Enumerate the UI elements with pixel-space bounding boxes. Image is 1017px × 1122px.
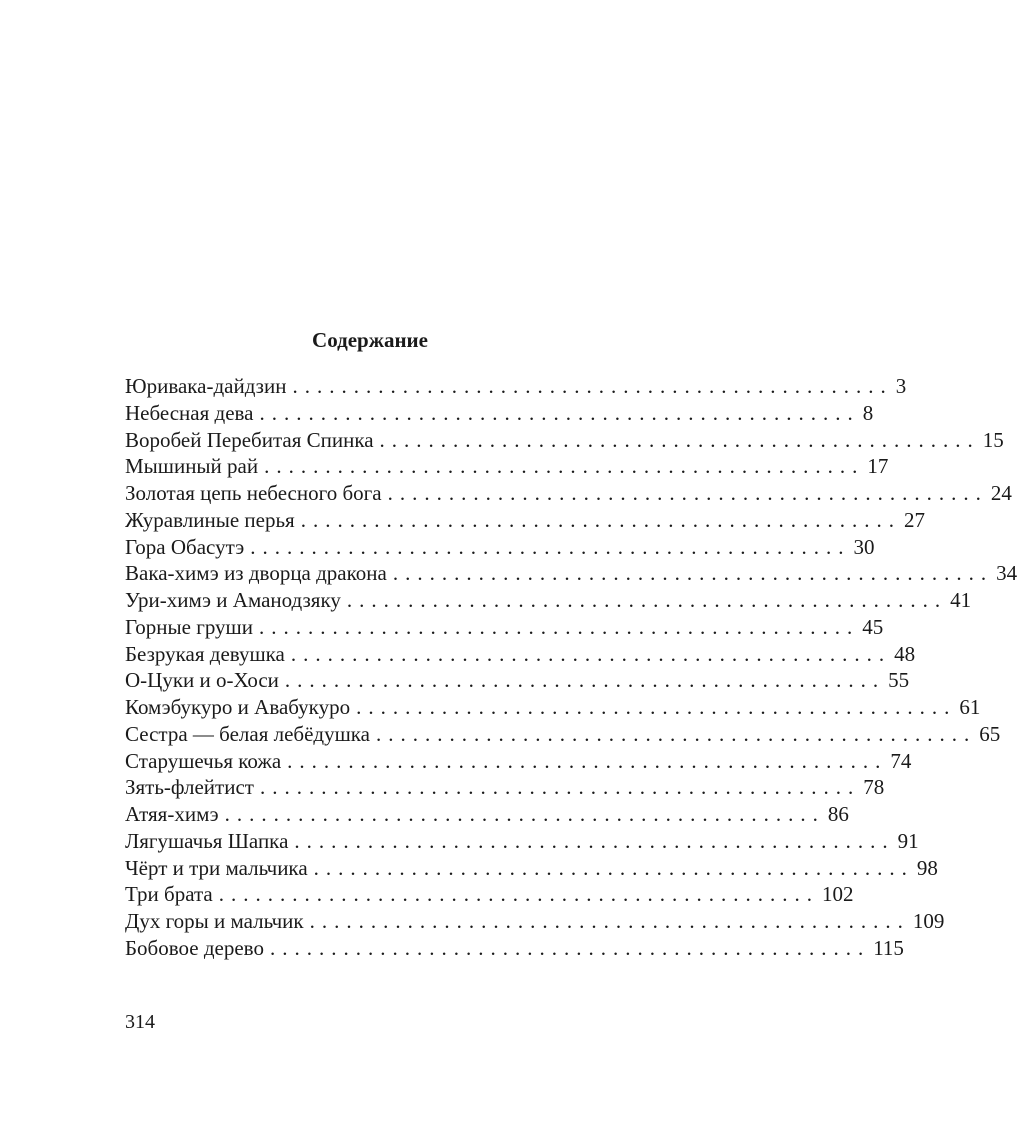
dot-leader: ................................................. (387, 481, 988, 505)
toc-entry-title: Лягушачья Шапка (125, 828, 289, 853)
dot-leader: ................................................. (287, 748, 888, 773)
toc-entry (125, 881, 854, 908)
dot-leader: ................................................. (292, 374, 893, 398)
dot-leader: ................................................. (269, 935, 871, 960)
toc-entry (125, 935, 904, 962)
dot-leader: ................................................. (294, 828, 895, 853)
toc-entry-title: Ури-химэ и Аманодзяку (125, 588, 341, 612)
toc-entry-title: Горные груши (125, 614, 253, 639)
toc-entry (125, 400, 874, 427)
toc-entry-page: 15 (982, 427, 1004, 452)
toc-entry-title: Юривака-дайдзин (125, 374, 287, 398)
toc-entry (125, 614, 884, 641)
toc-entry (125, 427, 1004, 454)
toc-entry-page: 91 (897, 828, 919, 853)
dot-leader: ................................................. (259, 400, 860, 425)
page-number: 314 (125, 1011, 155, 1033)
page-title: Содержание (312, 328, 428, 352)
toc-entry (125, 721, 1001, 748)
dot-leader: ................................................. (356, 695, 957, 719)
dot-leader: ................................................. (290, 641, 892, 666)
toc-entry (125, 855, 938, 882)
toc-entry-title: Журавлиные перья (125, 507, 295, 532)
toc-entry (125, 694, 981, 721)
toc-entry-title: Воробей Перебитая Спинка (125, 427, 374, 452)
toc-entry (125, 560, 1017, 587)
toc-entry-title: Три брата (125, 882, 213, 907)
toc-entry-page: 24 (990, 481, 1012, 505)
toc-entry-title: Комэбукуро и Авабукуро (125, 695, 351, 719)
toc-entry (125, 587, 972, 614)
toc-entry-title: Вака-химэ из дворца дракона (125, 561, 387, 586)
toc-entry-title: Дух горы и мальчик (125, 909, 304, 933)
toc-entry-page: 61 (959, 695, 981, 719)
toc-entry-title: Золотая цепь небесного бога (125, 481, 382, 505)
toc-entry (125, 641, 916, 668)
table-of-contents (125, 373, 1017, 962)
dot-leader: ................................................. (264, 454, 865, 479)
toc-entry-page: 45 (862, 614, 884, 639)
toc-entry-page: 115 (873, 935, 904, 960)
toc-entry-title: Бобовое дерево (125, 935, 264, 960)
toc-entry-page: 30 (853, 534, 875, 559)
dot-leader: ................................................. (250, 534, 851, 559)
toc-entry-page: 78 (863, 775, 885, 800)
toc-entry-title: Безрукая девушка (125, 641, 285, 666)
dot-leader: ................................................. (376, 721, 977, 746)
toc-entry-page: 98 (916, 855, 938, 880)
dot-leader: ................................................. (300, 507, 901, 532)
toc-entry-page: 8 (862, 400, 874, 425)
dot-leader: ................................................. (392, 561, 994, 586)
toc-entry-title: Мышиный рай (125, 454, 259, 479)
toc-entry-page: 109 (912, 909, 945, 933)
toc-entry-page: 55 (888, 668, 910, 693)
toc-entry-page: 3 (895, 374, 907, 398)
toc-entry-title: Сестра — белая лебёдушка (125, 721, 370, 746)
toc-entry-page: 17 (867, 454, 889, 479)
toc-entry-page: 74 (890, 748, 912, 773)
toc-entry (125, 373, 907, 400)
toc-entry (125, 748, 912, 775)
toc-entry-page: 34 (996, 561, 1017, 586)
toc-entry (125, 480, 1012, 507)
toc-entry-title: Зять-флейтист (125, 775, 254, 800)
toc-entry-page: 102 (821, 882, 854, 907)
toc-entry (125, 908, 945, 935)
toc-entry-page: 41 (950, 588, 972, 612)
toc-entry (125, 507, 925, 534)
dot-leader: ................................................. (259, 775, 861, 800)
dot-leader: ................................................. (313, 855, 914, 880)
toc-entry (125, 667, 910, 694)
toc-entry-title: Атяя-химэ (125, 802, 219, 826)
toc-entry-title: Старушечья кожа (125, 748, 282, 773)
dot-leader: ................................................. (224, 802, 825, 826)
dot-leader: ................................................. (346, 588, 948, 612)
toc-entry (125, 801, 849, 828)
toc-entry-title: О-Цуки и о-Хоси (125, 668, 279, 693)
dot-leader: ................................................. (309, 909, 910, 933)
toc-entry (125, 534, 875, 561)
toc-entry-page: 48 (894, 641, 916, 666)
toc-entry-page: 27 (903, 507, 925, 532)
toc-entry (125, 774, 885, 801)
dot-leader: ................................................. (218, 882, 819, 907)
toc-entry-page: 86 (827, 802, 849, 826)
toc-entry (125, 828, 919, 855)
dot-leader: ................................................. (379, 427, 980, 452)
dot-leader: ................................................. (258, 614, 860, 639)
toc-entry-page: 65 (979, 721, 1001, 746)
dot-leader: ................................................. (284, 668, 886, 693)
toc-entry-title: Гора Обасутэ (125, 534, 245, 559)
toc-entry-title: Чёрт и три мальчика (125, 855, 308, 880)
toc-entry (125, 453, 889, 480)
toc-entry-title: Небесная дева (125, 400, 254, 425)
